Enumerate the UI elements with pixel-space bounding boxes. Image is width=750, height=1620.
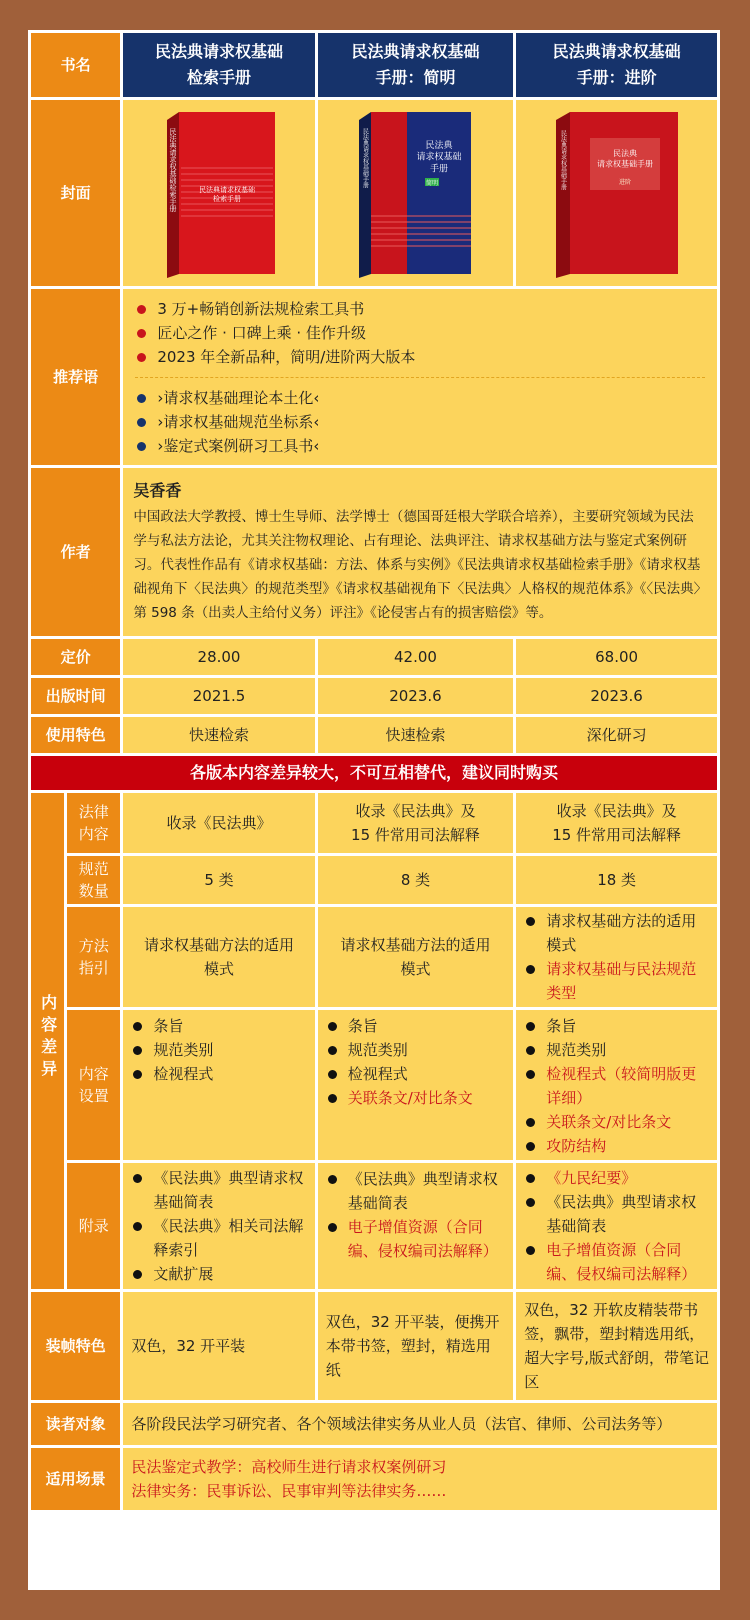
list-item: 《民法典》典型请求权基础简表 <box>524 1190 709 1238</box>
list-item: 检视程式 <box>131 1062 306 1086</box>
list-item: 规范类别 <box>131 1038 306 1062</box>
comparison-table <box>28 30 720 1513</box>
binding-3: 双色，32 开软皮精装带书签，飘带，塑封精选用纸，超大字号,版式舒朗，带笔记区 <box>516 1292 717 1400</box>
list-item: 电子增值资源（合同编、侵权编司法解释） <box>326 1215 506 1263</box>
label-cover: 封面 <box>31 100 120 286</box>
label-appendix: 附录 <box>67 1163 120 1289</box>
appendix-3 <box>516 1163 717 1289</box>
list-item: 电子增值资源（合同编、侵权编司法解释） <box>524 1238 709 1286</box>
content-diff-text: 内容差异 <box>38 993 58 1082</box>
cover-cell-2 <box>318 100 514 286</box>
book-title-2: 民法典请求权基础 手册：简明 <box>318 33 514 97</box>
label-scene: 适用场景 <box>31 1448 120 1510</box>
feature-1: 快速检索 <box>123 717 314 753</box>
cover-2-front-text: 民法典请求权基础手册 <box>416 141 462 175</box>
cover-3-spine-text: 民法典请求权基础手册 <box>559 130 567 190</box>
binding-1: 双色，32 开平装 <box>123 1292 314 1400</box>
label-content-diff <box>31 793 64 1289</box>
recommend-cell <box>123 289 717 465</box>
setting-2-list <box>326 1014 506 1110</box>
book-title-3: 民法典请求权基础 手册：进阶 <box>516 33 717 97</box>
list-item: 《民法典》典型请求权基础简表 <box>326 1167 506 1215</box>
label-author: 作者 <box>31 468 120 636</box>
appendix-1-list <box>131 1166 306 1286</box>
method-3 <box>516 907 717 1007</box>
norm-1: 5 类 <box>123 856 314 904</box>
price-3: 68.00 <box>516 639 717 675</box>
label-method: 方法 指引 <box>67 907 120 1007</box>
recommend-item: 匠心之作 · 口碑上乘 · 佳作升级 <box>135 321 705 345</box>
label-norm: 规范 数量 <box>67 856 120 904</box>
label-feature: 使用特色 <box>31 717 120 753</box>
norm-2: 8 类 <box>318 856 514 904</box>
cover-3-tag: 进阶 <box>618 179 631 186</box>
setting-1-list <box>131 1014 306 1086</box>
book-title-1: 民法典请求权基础 检索手册 <box>123 33 314 97</box>
appendix-2-list <box>326 1167 506 1263</box>
purchase-banner: 各版本内容差异较大，不可互相替代，建议同时购买 <box>31 756 717 790</box>
recommend-item: ›鉴定式案例研习工具书‹ <box>135 434 705 458</box>
author-cell <box>123 468 717 636</box>
list-item: 《民法典》典型请求权基础简表 <box>131 1166 306 1214</box>
method-1: 请求权基础方法的适用 模式 <box>123 907 314 1007</box>
cover-cell-3 <box>516 100 717 286</box>
appendix-2 <box>318 1163 514 1289</box>
label-price: 定价 <box>31 639 120 675</box>
recommend-blue-list <box>135 386 705 458</box>
pubdate-1: 2021.5 <box>123 678 314 714</box>
setting-2 <box>318 1010 514 1160</box>
price-1: 28.00 <box>123 639 314 675</box>
book-cover-3 <box>552 108 682 278</box>
setting-1 <box>123 1010 314 1160</box>
list-item: 请求权基础与民法规范类型 <box>524 957 709 1005</box>
label-binding: 装帧特色 <box>31 1292 120 1400</box>
scene-line: 法律实务：民事诉讼、民事审判等法律实务…… <box>131 1482 447 1500</box>
scene-line: 民法鉴定式教学：高校师生进行请求权案例研习 <box>131 1458 447 1476</box>
cover-1-spine-text: 民法典请求权基础检索手册 <box>169 128 178 212</box>
method-3-list <box>524 909 709 1005</box>
list-item: 《九民纪要》 <box>524 1166 709 1190</box>
recommend-red-list <box>135 297 705 369</box>
label-recommend: 推荐语 <box>31 289 120 465</box>
audience-text: 各阶段民法学习研究者、各个领域法律实务从业人员（法官、律师、公司法务等） <box>123 1403 717 1445</box>
cover-3-front-text: 民法典请求权基础手册 <box>596 149 653 169</box>
list-item: 检视程式（较简明版更详细） <box>524 1062 709 1110</box>
list-item: 规范类别 <box>524 1038 709 1062</box>
label-law: 法律 内容 <box>67 793 120 853</box>
pubdate-2: 2023.6 <box>318 678 514 714</box>
norm-3: 18 类 <box>516 856 717 904</box>
label-audience: 读者对象 <box>31 1403 120 1445</box>
feature-2: 快速检索 <box>318 717 514 753</box>
label-title: 书名 <box>31 33 120 97</box>
list-item: 《民法典》相关司法解释索引 <box>131 1214 306 1262</box>
law-1: 收录《民法典》 <box>123 793 314 853</box>
author-name: 吴香香 <box>133 481 182 500</box>
cover-cell-1 <box>123 100 314 286</box>
cover-2-spine-text: 民法典请求权基础手册 <box>361 128 369 188</box>
pubdate-3: 2023.6 <box>516 678 717 714</box>
recommend-item: 2023 年全新品种，简明/进阶两大版本 <box>135 345 705 369</box>
law-2: 收录《民法典》及 15 件常用司法解释 <box>318 793 514 853</box>
author-bio: 中国政法大学教授、博士生导师、法学博士（德国哥廷根大学联合培养），主要研究领域为民法学与私法方法论，尤其关注物权理论、占有理论、法典评注、请求权基础方法与鉴定式案例研习。代表性作品有《请求权基础：方法、体系与实例》《民法典请求权基础检索手册》《请求权基础视角下〈民法典〉的规范类型》《请求权基础视角下〈民法典〉人格权的规范体系》《〈民法典〉第 598 条（出卖人主给付义务）评注》《论侵害占有的损害赔偿》等。 <box>133 509 701 621</box>
label-pubdate: 出版时间 <box>31 678 120 714</box>
recommend-item: ›请求权基础规范坐标系‹ <box>135 410 705 434</box>
list-item: 条旨 <box>131 1014 306 1038</box>
scene-cell <box>123 1448 717 1510</box>
recommend-divider <box>135 377 705 378</box>
list-item: 文献扩展 <box>131 1262 306 1286</box>
list-item: 请求权基础方法的适用模式 <box>524 909 709 957</box>
appendix-3-list <box>524 1166 709 1286</box>
binding-2: 双色，32 开平装，便携开本带书签，塑封，精选用纸 <box>318 1292 514 1400</box>
list-item: 条旨 <box>524 1014 709 1038</box>
list-item: 关联条文/对比条文 <box>326 1086 506 1110</box>
cover-2-tag: 简明 <box>426 180 439 187</box>
setting-3 <box>516 1010 717 1160</box>
appendix-1 <box>123 1163 314 1289</box>
setting-3-list <box>524 1014 709 1158</box>
method-2: 请求权基础方法的适用 模式 <box>318 907 514 1007</box>
book-cover-2 <box>355 108 475 278</box>
cover-1-front-text: 民法典请求权基础检索手册 <box>199 186 256 204</box>
list-item: 攻防结构 <box>524 1134 709 1158</box>
price-2: 42.00 <box>318 639 514 675</box>
label-setting: 内容 设置 <box>67 1010 120 1160</box>
feature-3: 深化研习 <box>516 717 717 753</box>
list-item: 规范类别 <box>326 1038 506 1062</box>
book-cover-1 <box>159 108 279 278</box>
list-item: 关联条文/对比条文 <box>524 1110 709 1134</box>
law-3: 收录《民法典》及 15 件常用司法解释 <box>516 793 717 853</box>
list-item: 检视程式 <box>326 1062 506 1086</box>
recommend-item: 3 万+畅销创新法规检索工具书 <box>135 297 705 321</box>
recommend-item: ›请求权基础理论本土化‹ <box>135 386 705 410</box>
list-item: 条旨 <box>326 1014 506 1038</box>
comparison-frame <box>28 30 720 1590</box>
